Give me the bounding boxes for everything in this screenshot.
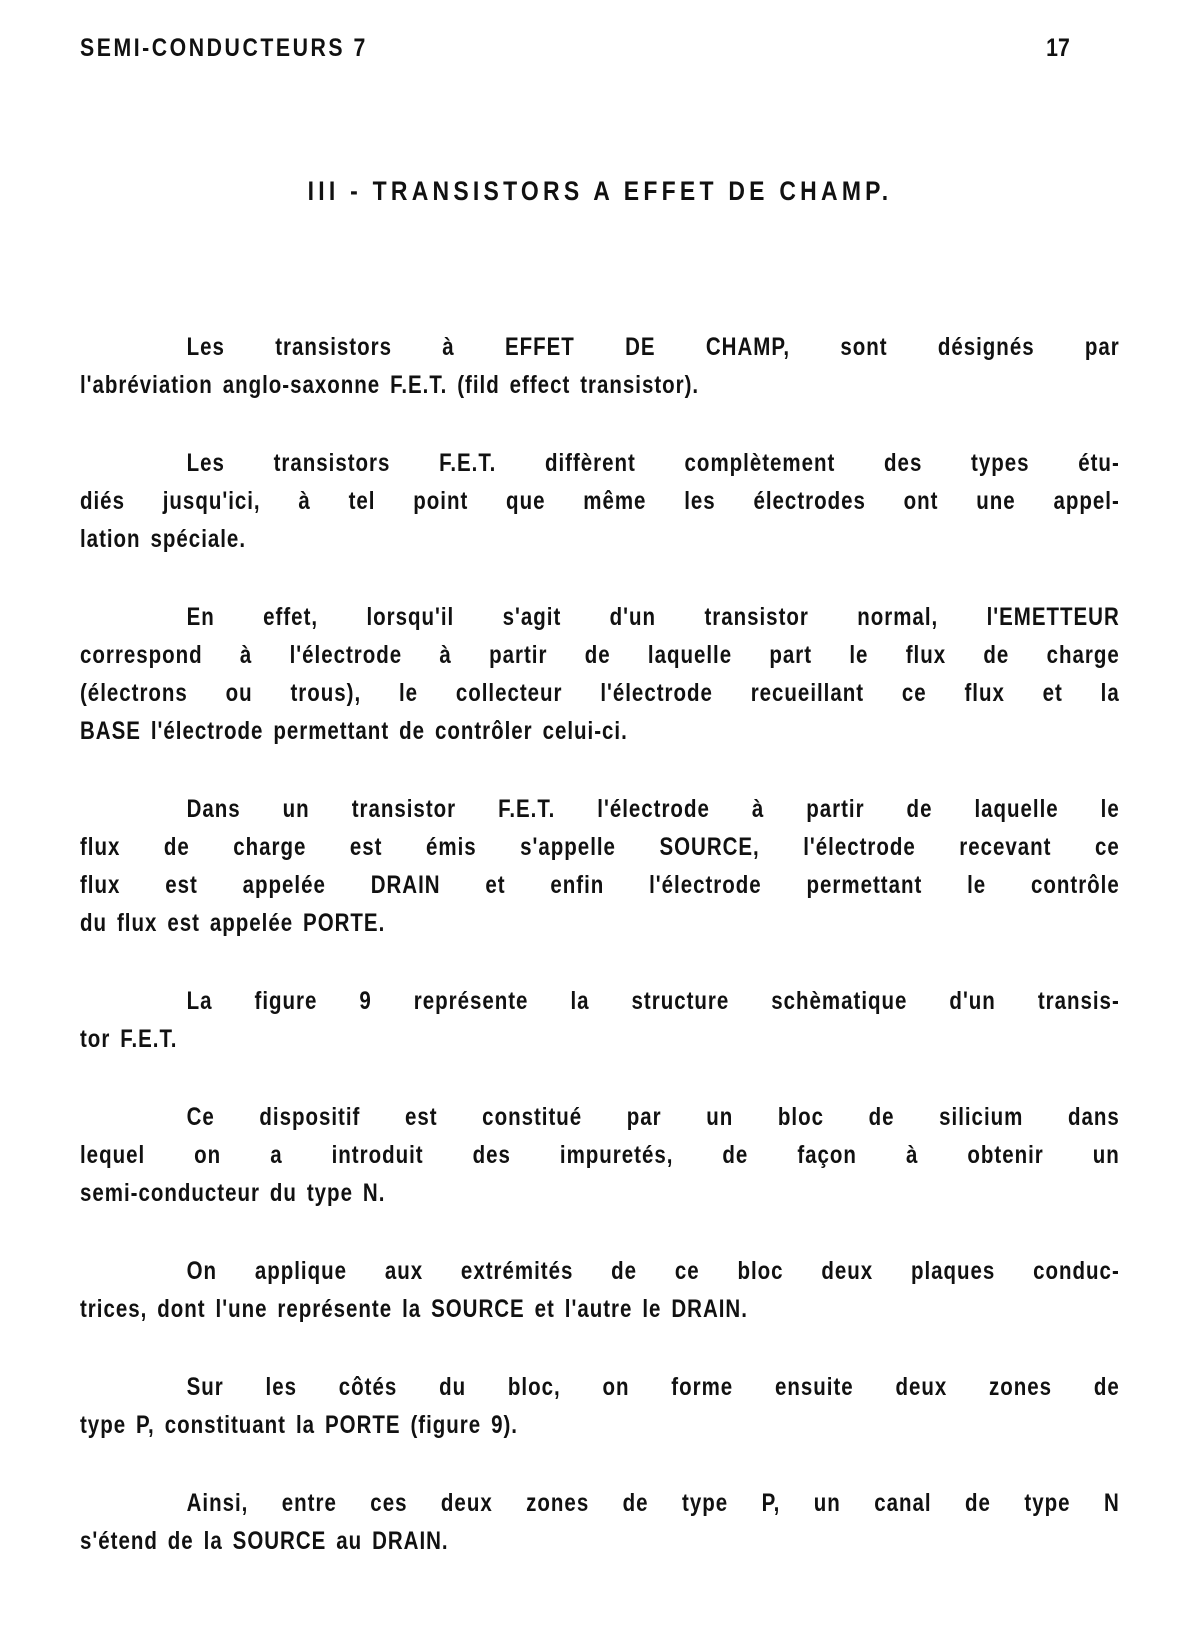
paragraph: [80, 790, 1120, 942]
section-title: III - TRANSISTORS A EFFET DE CHAMP.: [307, 176, 893, 206]
text-line: s'étend de la SOURCE au DRAIN.: [80, 1527, 449, 1555]
paragraph-gap: [80, 1058, 1120, 1098]
text-line: Les transistors à EFFET DE CHAMP, sont désignés par: [186, 333, 1120, 361]
paragraph-gap: [80, 1444, 1120, 1484]
text-line: semi-conducteur du type N.: [80, 1179, 386, 1207]
paragraph: [80, 1484, 1120, 1560]
text-line: La figure 9 représente la structure schèmatique d'un transis-: [186, 987, 1120, 1015]
text-line: diés jusqu'ici, à tel point que même les électrodes ont une appel-: [80, 487, 1120, 515]
text-line: lation spéciale.: [80, 525, 246, 553]
running-head: SEMI-CONDUCTEURS 7: [80, 34, 368, 62]
text-line: Les transistors F.E.T. diffèrent complètement des types étu-: [186, 449, 1120, 477]
text-line: Sur les côtés du bloc, on forme ensuite deux zones de: [186, 1373, 1120, 1401]
paragraph: [80, 982, 1120, 1058]
text-line: (électrons ou trous), le collecteur l'électrode recueillant ce flux et la: [80, 679, 1120, 707]
text-line: Ce dispositif est constitué par un bloc de silicium dans: [186, 1103, 1120, 1131]
paragraph: [80, 444, 1120, 558]
text-line: flux est appelée DRAIN et enfin l'électrode permettant le contrôle: [80, 871, 1120, 899]
text-line: tor F.E.T.: [80, 1025, 178, 1053]
paragraph-gap: [80, 558, 1120, 598]
text-line: type P, constituant la PORTE (figure 9).: [80, 1411, 518, 1439]
paragraph: [80, 598, 1120, 750]
paragraph: [80, 1098, 1120, 1212]
text-line: En effet, lorsqu'il s'agit d'un transistor normal, l'EMETTEUR: [186, 603, 1120, 631]
text-line: Ainsi, entre ces deux zones de type P, un canal de type N: [186, 1489, 1120, 1517]
text-line: Dans un transistor F.E.T. l'électrode à partir de laquelle le: [186, 795, 1120, 823]
paragraph: [80, 328, 1120, 404]
text-line: trices, dont l'une représente la SOURCE et l'autre le DRAIN.: [80, 1295, 748, 1323]
text-line: correspond à l'électrode à partir de laquelle part le flux de charge: [80, 641, 1120, 669]
body-text: [80, 328, 1120, 1560]
paragraph: [80, 1368, 1120, 1444]
paragraph-gap: [80, 942, 1120, 982]
text-line: du flux est appelée PORTE.: [80, 909, 386, 937]
paragraph-gap: [80, 1212, 1120, 1252]
text-line: l'abréviation anglo-saxonne F.E.T. (fild effect transistor).: [80, 371, 700, 399]
text-line: flux de charge est émis s'appelle SOURCE, l'électrode recevant ce: [80, 833, 1120, 861]
text-line: On applique aux extrémités de ce bloc deux plaques conduc-: [186, 1257, 1120, 1285]
text-line: lequel on a introduit des impuretés, de façon à obtenir un: [80, 1141, 1120, 1169]
page-number: 17: [1046, 34, 1070, 62]
paragraph-gap: [80, 750, 1120, 790]
paragraph-gap: [80, 404, 1120, 444]
paragraph: [80, 1252, 1120, 1328]
paragraph-gap: [80, 1328, 1120, 1368]
text-line: BASE l'électrode permettant de contrôler celui-ci.: [80, 717, 628, 745]
